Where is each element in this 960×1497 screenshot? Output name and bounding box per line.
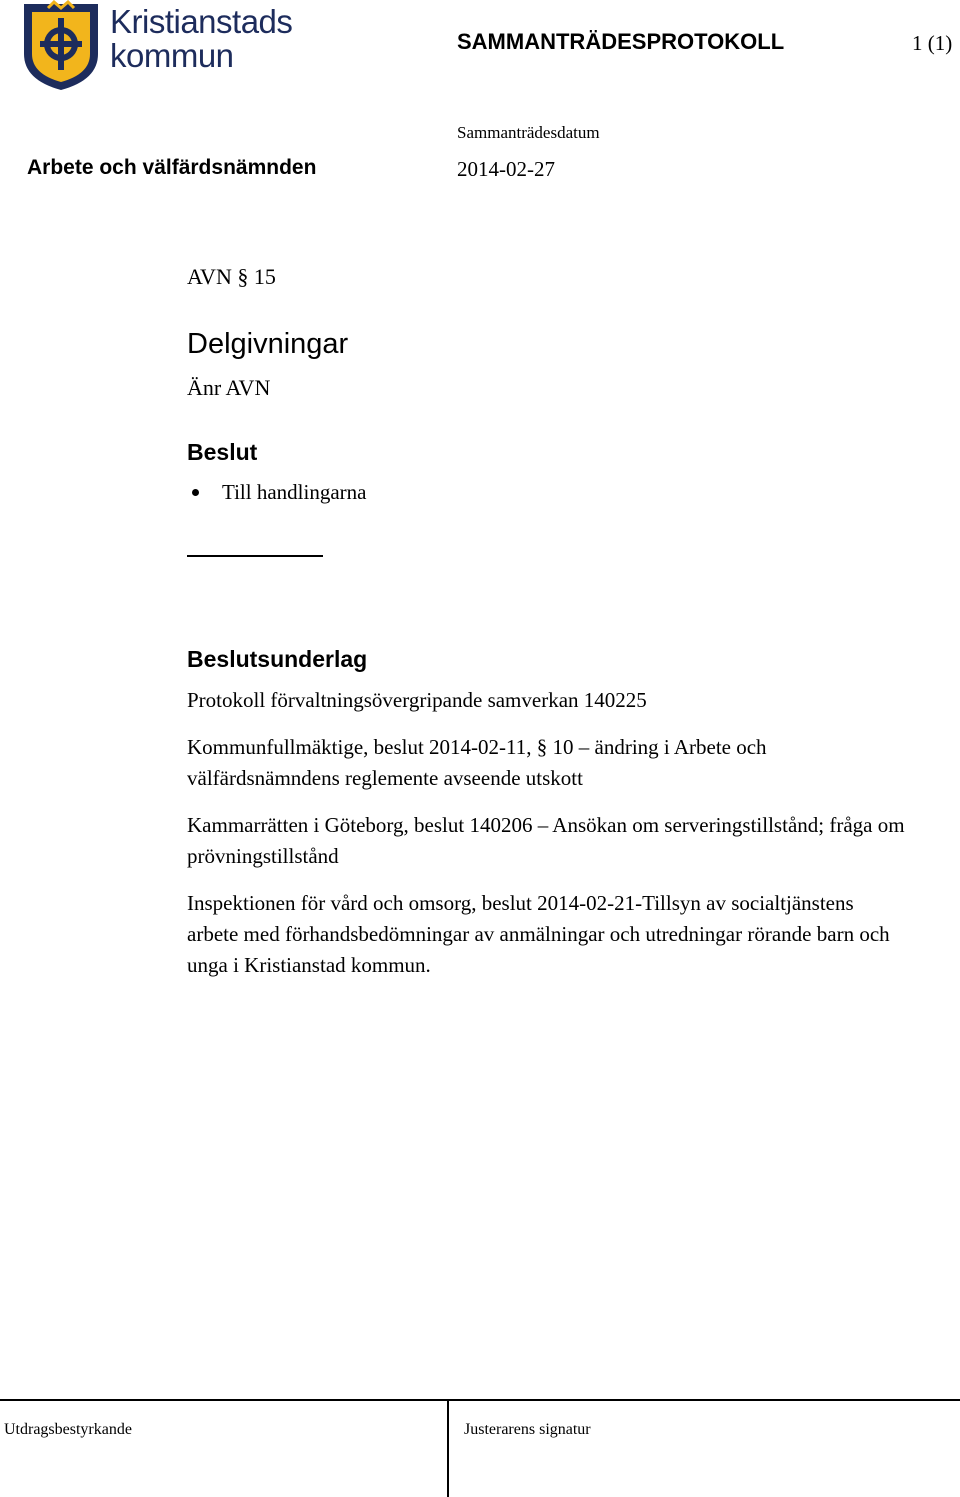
basis-heading: Beslutsunderlag [187, 646, 368, 672]
footer-column-divider [447, 1399, 449, 1497]
case-number: Änr AVN [187, 375, 271, 400]
meeting-date: 2014-02-27 [457, 157, 555, 181]
logo-wordmark-line1: Kristianstads [110, 3, 293, 40]
certification-label: Utdragsbestyrkande [4, 1421, 132, 1438]
document-type: SAMMANTRÄDESPROTOKOLL [457, 29, 785, 54]
signature-label: Justerarens signatur [464, 1421, 591, 1438]
page-number: 1 (1) [912, 31, 953, 55]
basis-list [187, 685, 907, 997]
decision-list [187, 478, 907, 506]
basis-item: Kommunfullmäktige, beslut 2014-02-11, § 10 – ändring i Arbete och välfärdsnämndens reglemente avseende utskott [187, 735, 767, 790]
basis-item: Inspektionen för vård och omsorg, beslut 2014-02-21-Tillsyn av socialtjänstens arbete med förhandsbedömningar av anmälningar och utredningar rörande barn och unga i Kristianstad kommun. [187, 891, 890, 977]
committee-name: Arbete och välfärdsnämnden [27, 156, 317, 179]
decision-item: Till handlingarna [187, 478, 907, 506]
logo-wordmark-line2: kommun [110, 37, 234, 74]
basis-item: Kammarrätten i Göteborg, beslut 140206 – Ansökan om serveringstillstånd; fråga om prövningstillstånd [187, 813, 905, 868]
decision-heading: Beslut [187, 439, 258, 465]
section-title: Delgivningar [187, 328, 349, 360]
section-divider [187, 555, 323, 557]
meeting-date-label: Sammanträdesdatum [457, 123, 600, 142]
footer-rule [0, 1399, 960, 1401]
paragraph-reference: AVN § 15 [187, 264, 276, 289]
basis-item: Protokoll förvaltningsövergripande samverkan 140225 [187, 688, 647, 712]
